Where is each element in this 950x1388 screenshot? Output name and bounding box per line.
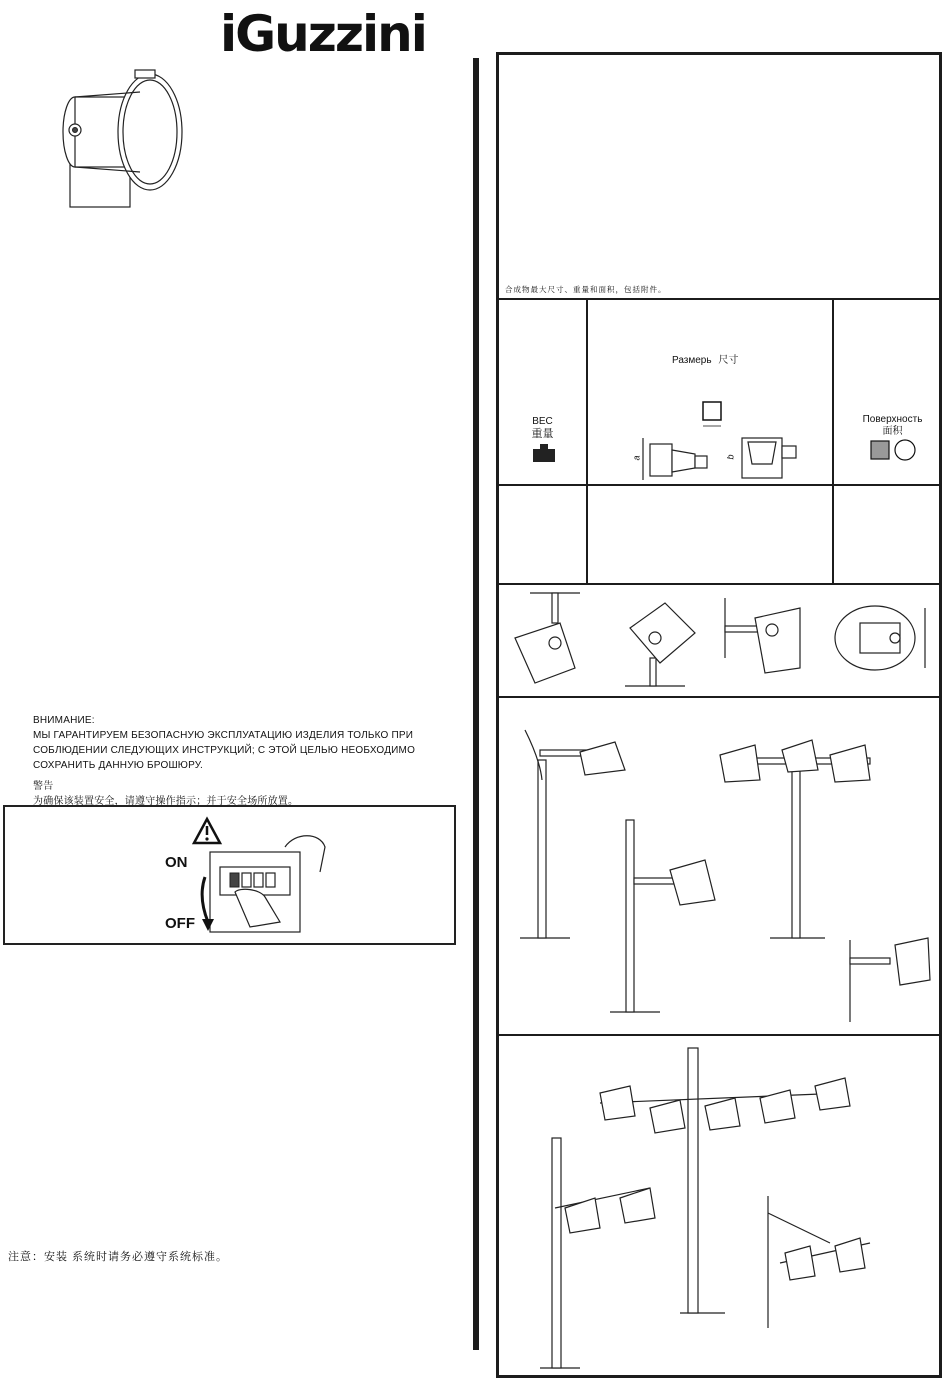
dimensions-note: 合成物最大尺寸、重量和面积，包括附件。 [505, 285, 667, 294]
size-label-ru: Размерь [672, 355, 712, 366]
warning-ru-line: СОБЛЮДЕНИИ СЛЕДУЮЩИХ ИНСТРУКЦИЙ; С ЭТОЙ ЦЕЛЬЮ НЕОБХОДИМО [33, 745, 416, 756]
off-label: OFF [165, 915, 195, 932]
double-pole-arm [720, 740, 870, 938]
warning-cn-text: 为确保该装置安全，请遵守操作指示；并于安全场所放置。 [33, 796, 299, 807]
surface-area-icon [870, 439, 920, 463]
floodlight-illustration [40, 62, 240, 212]
weight-icon [532, 443, 556, 463]
dim-a-label: a [631, 455, 642, 461]
weight-label-cn: 重量 [531, 428, 554, 440]
switch-panel-drawing [200, 827, 330, 937]
dimension-b-drawing [738, 434, 808, 480]
size-label [672, 351, 738, 366]
page-divider [473, 58, 479, 1350]
column-divider [832, 299, 834, 584]
pole-installation-drawings [500, 700, 940, 1030]
dim-b-label: b [725, 454, 736, 460]
dimension-a-drawing [640, 436, 730, 482]
multi-fixture-drawings [500, 1038, 940, 1378]
safety-warning [33, 713, 453, 809]
left-pole-crossbar [540, 1138, 655, 1368]
column-divider [586, 299, 588, 584]
square-dimension-icon [700, 400, 726, 430]
mounting-positions-drawings [500, 588, 940, 698]
wall-crossbar [768, 1196, 870, 1328]
panel-divider [499, 484, 940, 486]
panel-divider [499, 583, 940, 585]
panel-divider [499, 1034, 940, 1036]
wall-bracket [850, 938, 930, 1022]
size-label-cn: 尺寸 [718, 355, 739, 366]
brand-logo: iGuzzini [220, 5, 426, 63]
bracket-pole [610, 820, 715, 1012]
warning-ru-title: ВНИМАНИЕ: [33, 715, 95, 726]
warning-cn-title: 警告 [33, 781, 54, 792]
surface-label-ru: Поверхность [862, 414, 923, 425]
surface-label-cn: 面积 [882, 426, 903, 437]
warning-ru-line: МЫ ГАРАНТИРУЕМ БЕЗОПАСНУЮ ЭКСПЛУАТАЦИЮ ИЗДЕЛИЯ ТОЛЬКО ПРИ [33, 730, 414, 741]
on-label: ON [165, 854, 188, 871]
single-pole-arm [520, 730, 625, 938]
weight-label-ru: ВЕС [532, 416, 553, 427]
power-off-figure [3, 805, 456, 945]
installation-note: 注意：安装 系统时请务必遵守系统标准。 [8, 1251, 229, 1263]
panel-divider [499, 298, 940, 300]
warning-ru-line: СОХРАНИТЬ ДАННУЮ БРОШЮРУ. [33, 760, 203, 771]
